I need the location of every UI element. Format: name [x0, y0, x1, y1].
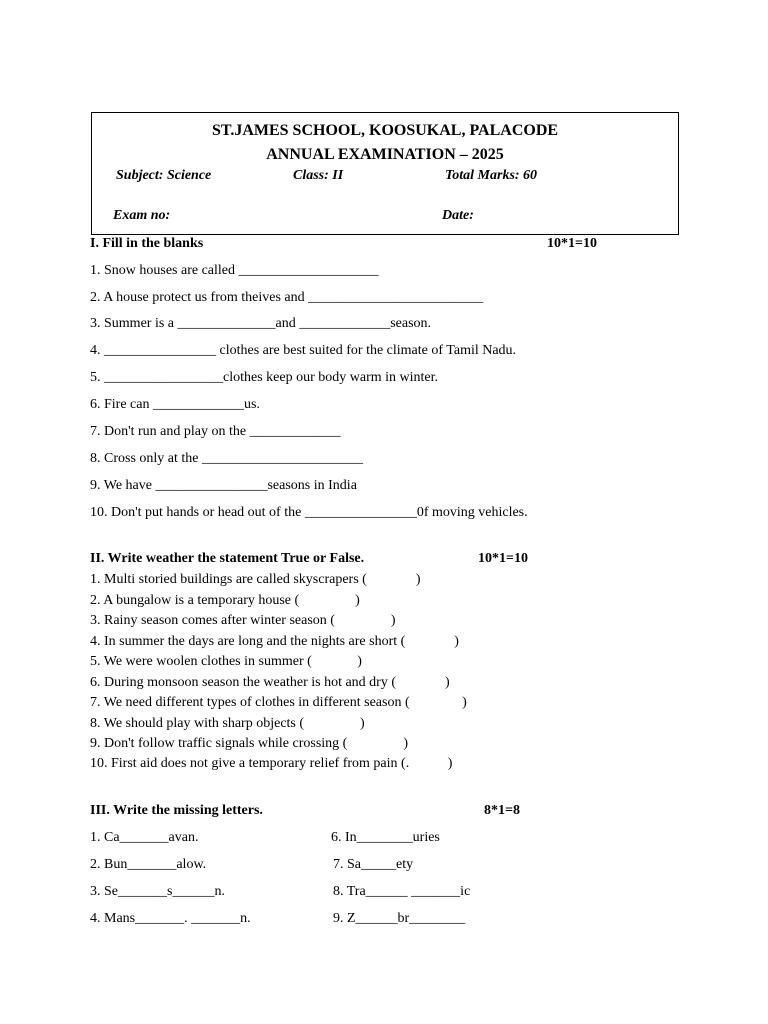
section-1-marks: 10*1=10 — [547, 236, 597, 251]
true-false-question: 1. Multi storied buildings are called skyscrapers ( ) — [90, 572, 421, 587]
true-false-question: 9. Don't follow traffic signals while crossing ( ) — [90, 736, 408, 751]
fill-blank-question: 6. Fire can _____________us. — [90, 397, 260, 412]
true-false-question: 2. A bungalow is a temporary house ( ) — [90, 593, 360, 608]
date-label: Date: — [442, 208, 474, 223]
fill-blank-question: 8. Cross only at the _______________________ — [90, 451, 363, 466]
total-marks-label: Total Marks: 60 — [445, 168, 538, 183]
section-3-heading: III. Write the missing letters. — [90, 803, 263, 818]
fill-blank-question: 10. Don't put hands or head out of the ________________0f moving vehicles. — [90, 505, 528, 520]
class-label: Class: II — [293, 168, 344, 183]
exam-title: ANNUAL EXAMINATION – 2025 — [266, 146, 504, 163]
true-false-question: 7. We need different types of clothes in different season ( ) — [90, 695, 467, 710]
missing-letters-item: 2. Bun_______alow. — [90, 857, 207, 872]
fill-blank-question: 1. Snow houses are called ____________________ — [90, 263, 379, 278]
fill-blank-question: 2. A house protect us from theives and _________________________ — [90, 290, 484, 305]
missing-letters-item: 1. Ca_______avan. — [90, 830, 199, 845]
true-false-question: 8. We should play with sharp objects ( ) — [90, 716, 365, 731]
fill-blank-question: 7. Don't run and play on the _____________ — [90, 424, 341, 439]
section-2-marks: 10*1=10 — [478, 551, 528, 566]
missing-letters-item: 3. Se_______s______n. — [90, 884, 225, 899]
true-false-question: 5. We were woolen clothes in summer ( ) — [90, 654, 362, 669]
section-1-heading: I. Fill in the blanks — [90, 236, 204, 251]
missing-letters-item: 6. In________uries — [331, 830, 440, 845]
fill-blank-question: 9. We have ________________seasons in India — [90, 478, 357, 493]
true-false-question: 3. Rainy season comes after winter season ( ) — [90, 613, 396, 628]
fill-blank-question: 5. _________________clothes keep our body warm in winter. — [90, 370, 439, 385]
true-false-question: 10. First aid does not give a temporary relief from pain (. ) — [90, 756, 453, 771]
subject-label: Subject: Science — [116, 168, 212, 183]
missing-letters-item: 8. Tra______ _______ic — [333, 884, 471, 899]
true-false-question: 6. During monsoon season the weather is hot and dry ( ) — [90, 675, 450, 690]
school-name: ST.JAMES SCHOOL, KOOSUKAL, PALACODE — [211, 122, 559, 139]
missing-letters-item: 4. Mans_______. _______n. — [90, 911, 251, 926]
fill-blank-question: 3. Summer is a ______________and _____________season. — [90, 316, 432, 331]
section-2-heading: II. Write weather the statement True or False. — [90, 551, 365, 566]
missing-letters-item: 9. Z______br________ — [333, 911, 466, 926]
missing-letters-item: 7. Sa_____ety — [333, 857, 414, 872]
exam-header-box — [91, 112, 679, 235]
true-false-question: 4. In summer the days are long and the nights are short ( ) — [90, 634, 459, 649]
section-3-marks: 8*1=8 — [484, 803, 520, 818]
exam-no-label: Exam no: — [113, 208, 171, 223]
fill-blank-question: 4. ________________ clothes are best suited for the climate of Tamil Nadu. — [90, 343, 517, 358]
